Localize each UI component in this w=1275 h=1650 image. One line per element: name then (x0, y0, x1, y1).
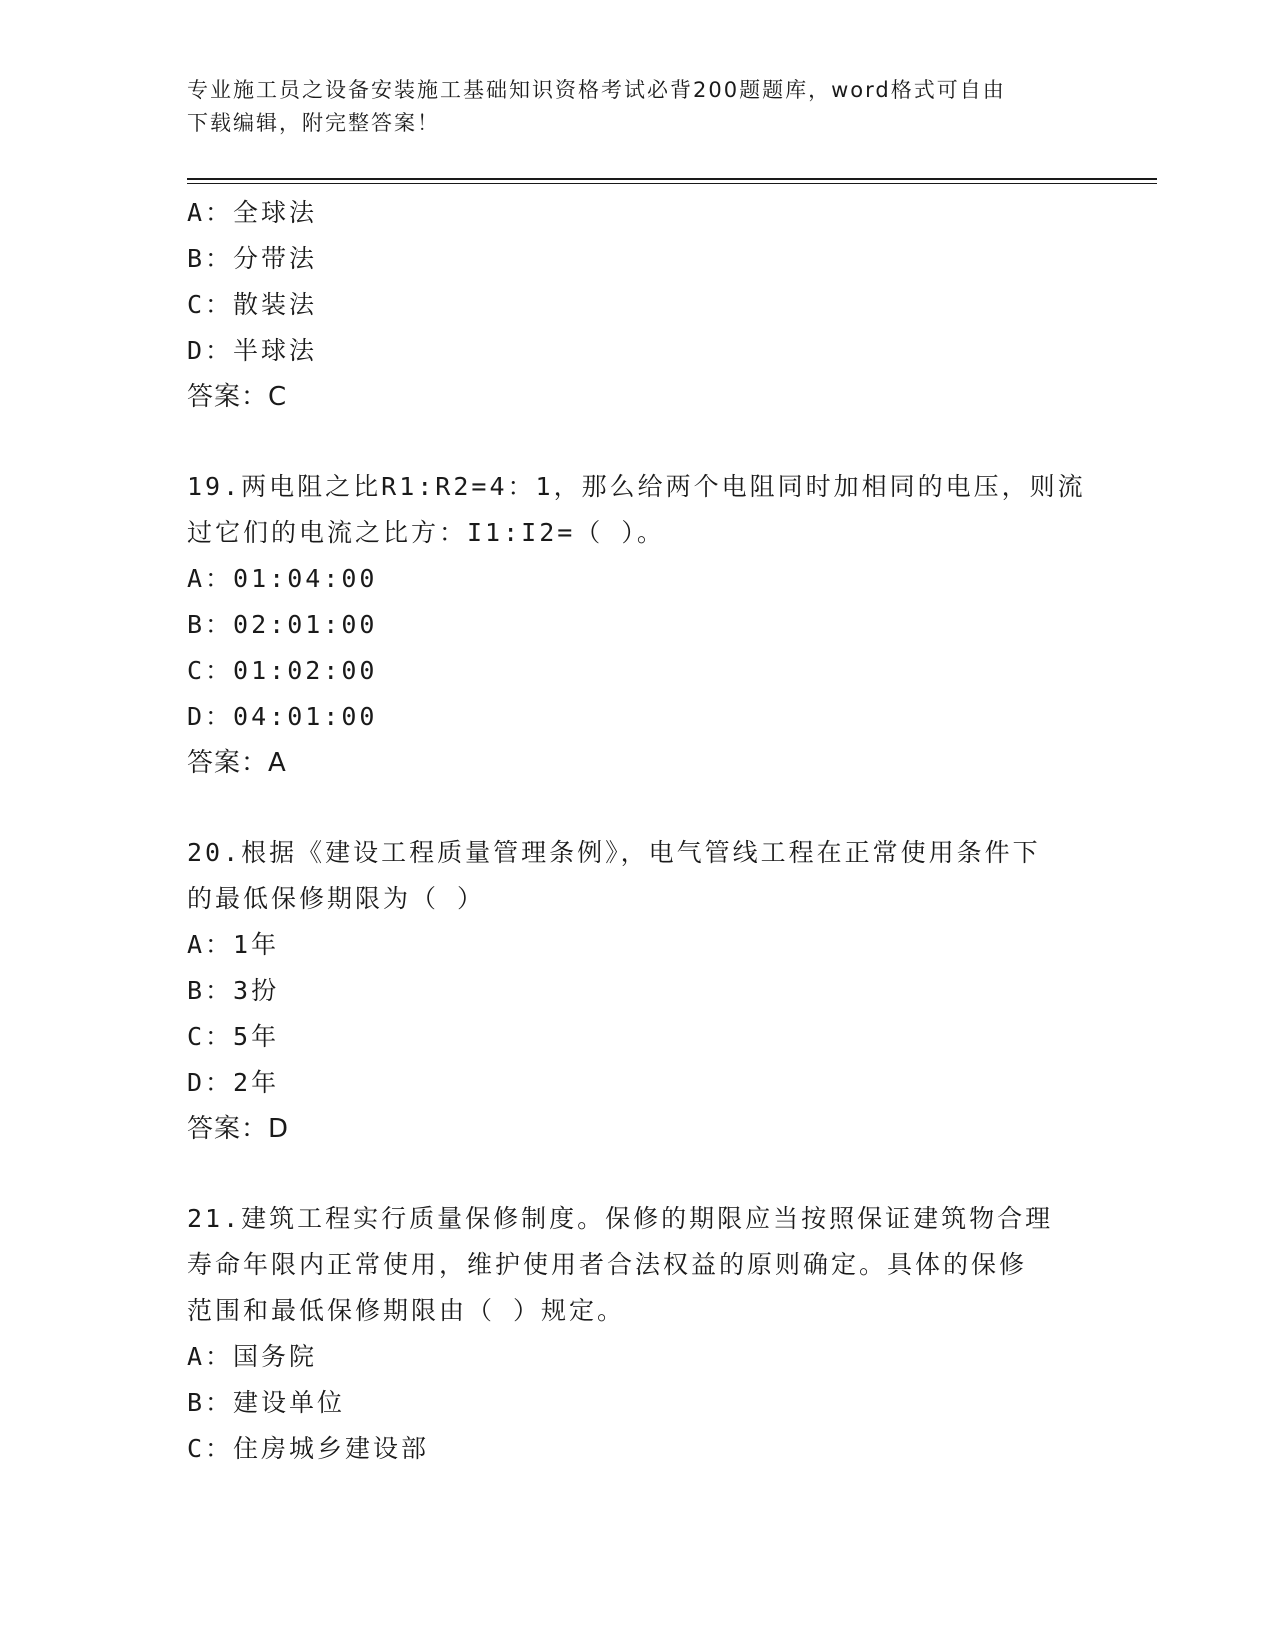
option-b: B：分带法 (187, 244, 318, 273)
question-text-line: 20.根据《建设工程质量管理条例》，电气管线工程在正常使用条件下 (187, 838, 1041, 867)
answer-line: 答案：D (187, 1114, 290, 1144)
option-a: A：1年 (187, 930, 280, 959)
answer-line: 答案：C (187, 382, 288, 412)
option-a: A：国务院 (187, 1342, 318, 1371)
question-text-line: 21.建筑工程实行质量保修制度。保修的期限应当按照保证建筑物合理 (187, 1204, 1054, 1233)
option-b: B：02:01:00 (187, 610, 378, 639)
option-c: C：5年 (187, 1022, 280, 1051)
header-divider-thin (187, 183, 1157, 184)
header-line-1: 专业施工员之设备安装施工基础知识资格考试必背200题题库，word格式可自由 (187, 78, 1006, 102)
option-d: D：半球法 (187, 336, 318, 365)
question-text-line: 过它们的电流之比方：I1:I2=（ ）。 (187, 518, 665, 547)
option-c: C：01:02:00 (187, 656, 378, 685)
document-body (187, 190, 1087, 1472)
option-c: C：散装法 (187, 290, 318, 319)
option-d: D：2年 (187, 1068, 280, 1097)
question-text-line: 19.两电阻之比R1:R2=4：1，那么给两个电阻同时加相同的电压，则流 (187, 472, 1086, 501)
question-18-block (187, 190, 1087, 420)
question-text-line: 的最低保修期限为（ ） (187, 884, 486, 913)
option-b: B：3扮 (187, 976, 280, 1005)
option-a: A：全球法 (187, 198, 318, 227)
option-b: B：建设单位 (187, 1388, 346, 1417)
option-a: A：01:04:00 (187, 564, 378, 593)
answer-line: 答案：A (187, 748, 287, 778)
question-text-line: 寿命年限内正常使用，维护使用者合法权益的原则确定。具体的保修 (187, 1250, 1028, 1279)
option-d: D：04:01:00 (187, 702, 378, 731)
question-text-line: 范围和最低保修期限由（ ）规定。 (187, 1296, 626, 1325)
document-header (187, 74, 1087, 140)
header-divider (187, 178, 1157, 180)
header-line-2: 下载编辑，附完整答案！ (187, 111, 440, 135)
question-20-block (187, 830, 1087, 1152)
question-19-block (187, 464, 1087, 786)
question-21-block (187, 1196, 1087, 1472)
option-c: C：住房城乡建设部 (187, 1434, 430, 1463)
